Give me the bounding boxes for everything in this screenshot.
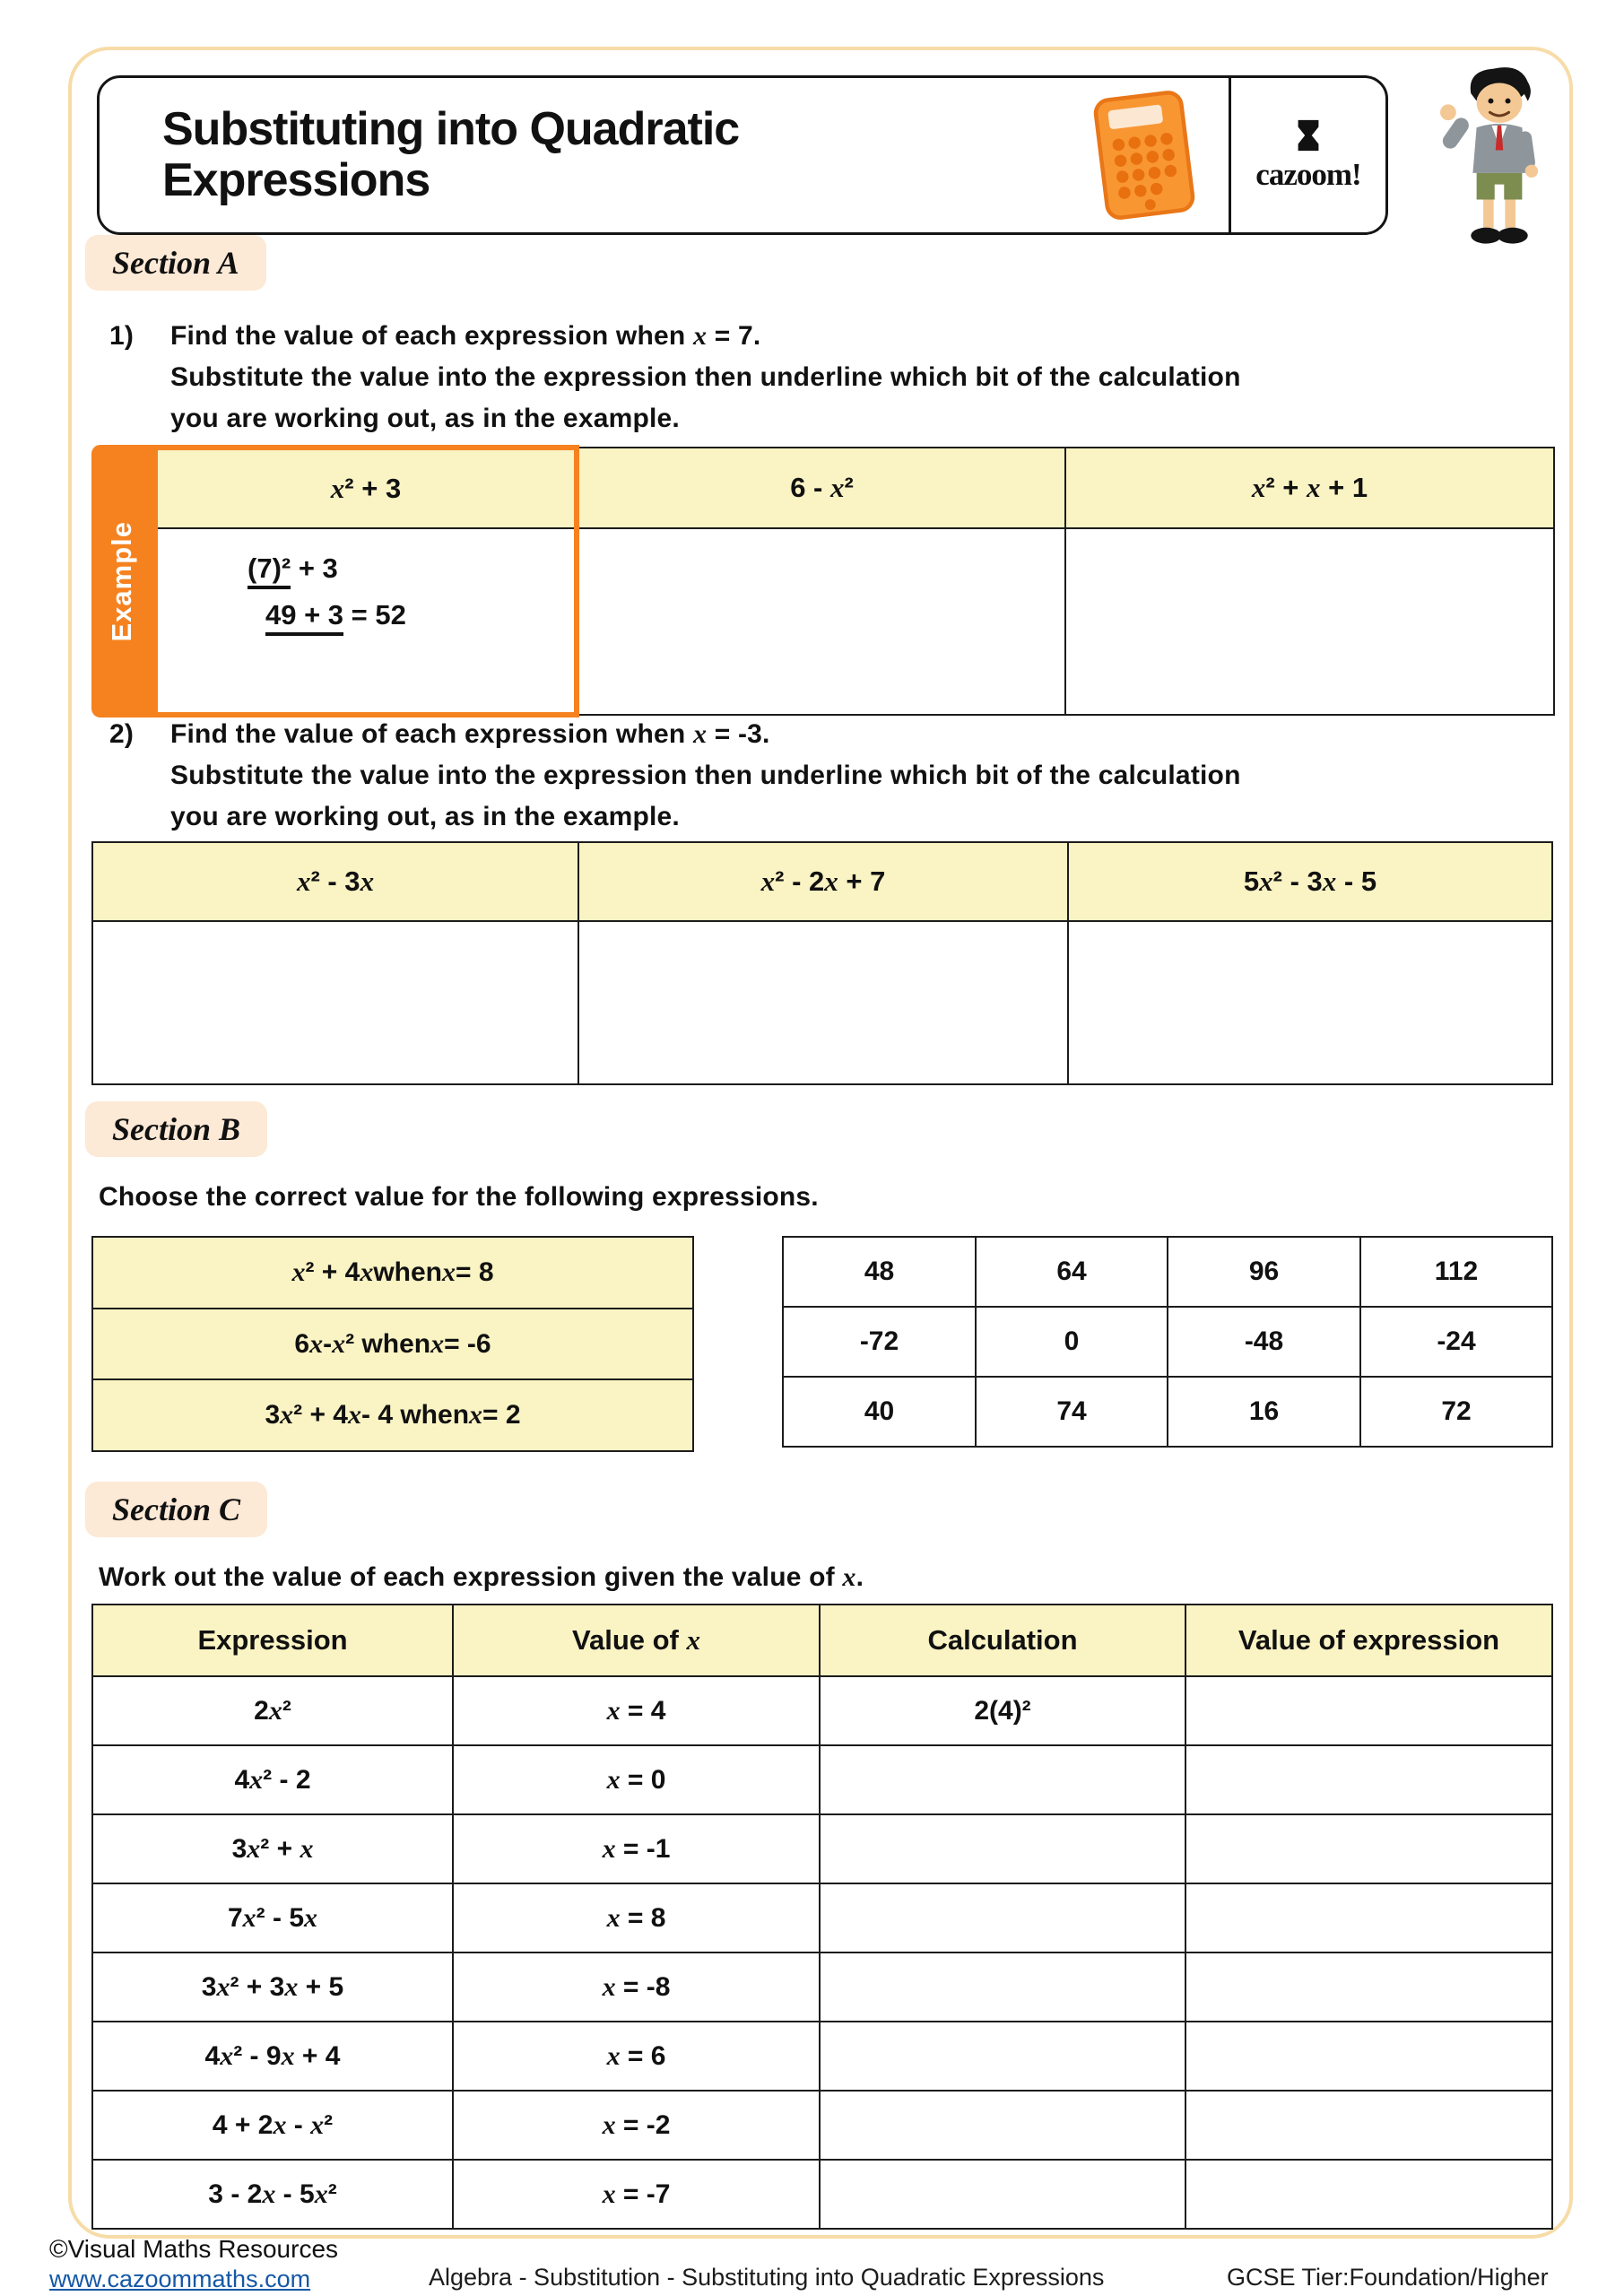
website-link[interactable]: www.cazoommaths.com (49, 2266, 311, 2292)
cazoom-logo (1229, 78, 1385, 232)
calculation-cell (820, 1745, 1185, 1814)
example-underlined-1: (7)² (248, 552, 291, 589)
choice-cell: 112 (1360, 1237, 1552, 1307)
question-2-line-3: you are working out, as in the example. (170, 802, 680, 831)
result-cell (1185, 2091, 1552, 2160)
header (97, 75, 1388, 235)
example-work-cell (155, 528, 577, 715)
expression-cell: 4 + 2x - x² (92, 2091, 453, 2160)
question-1-number: 1) (109, 321, 135, 351)
expression-cell: 3x² + x (92, 1814, 453, 1883)
calculation-cell (820, 2022, 1185, 2091)
calculation-cell (820, 1883, 1185, 1952)
x-value-cell: x = 0 (453, 1745, 820, 1814)
section-c-label: Section C (85, 1482, 267, 1537)
choice-cell: 48 (783, 1237, 976, 1307)
calculation-cell (820, 2160, 1185, 2229)
question-2-line-1: Find the value of each expression when x = -3. (170, 719, 770, 749)
copyright-text: ©Visual Maths Resources (49, 2235, 339, 2263)
x-value-cell: x = -1 (453, 1814, 820, 1883)
q1-answer-cell-3 (1065, 528, 1554, 715)
q1-answer-cell-2 (577, 528, 1065, 715)
question-1-line-3: you are working out, as in the example. (170, 404, 680, 433)
choice-cell: 96 (1168, 1237, 1360, 1307)
c-header-expression: Expression (92, 1605, 453, 1676)
choice-cell: 40 (783, 1377, 976, 1447)
table-row (92, 1814, 1552, 1883)
q2-expression-header-1: x² - 3x (92, 842, 578, 921)
choice-cell: 0 (976, 1307, 1168, 1377)
question-2 (109, 714, 1241, 838)
table-row (92, 1676, 1552, 1745)
q1-expression-header-3: x² + x + 1 (1065, 448, 1554, 528)
question-1-line-2: Substitute the value into the expression then underline which bit of the calculation (170, 362, 1241, 392)
title-line-2: Expressions (162, 154, 430, 206)
boy-mascot-icon (1433, 63, 1566, 253)
expression-box-1: x ² + 4 x when x = 8 (91, 1236, 694, 1309)
result-cell (1185, 1745, 1552, 1814)
q2-answer-cell-1 (92, 921, 578, 1084)
footer-description: Algebra - Substitution - Substituting into Quadratic Expressions (429, 2264, 1105, 2291)
x-value-cell: x = -8 (453, 1952, 820, 2022)
question-1 (109, 316, 1241, 439)
section-b-instruction: Choose the correct value for the following expressions. (99, 1182, 819, 1212)
table-row (92, 1745, 1552, 1814)
question-1-text (170, 316, 1241, 439)
q2-expression-header-3: 5x² - 3x - 5 (1068, 842, 1552, 921)
section-b-expressions (91, 1236, 694, 1452)
section-c-table (91, 1604, 1553, 2230)
expression-cell: 3x² + 3x + 5 (92, 1952, 453, 2022)
table-row (92, 1883, 1552, 1952)
expression-cell: 7x² - 5x (92, 1883, 453, 1952)
choice-cell: -48 (1168, 1307, 1360, 1377)
x-value-cell: x = 6 (453, 2022, 820, 2091)
expression-box-2: 6 x - x ² when x = -6 (91, 1308, 694, 1381)
calculator-icon (1087, 88, 1202, 222)
title-line-1: Substituting into Quadratic (162, 102, 740, 155)
result-cell (1185, 1952, 1552, 2022)
x-value-cell: x = -7 (453, 2160, 820, 2229)
section-c-instruction: Work out the value of each expression given the value of x. (99, 1562, 864, 1592)
result-cell (1185, 1676, 1552, 1745)
calculation-cell (820, 1952, 1185, 2022)
section-b-choice-grid (782, 1236, 1553, 1448)
result-cell (1185, 2022, 1552, 2091)
cazoom-logo-text: cazoom! (1255, 156, 1361, 192)
question-2-line-2: Substitute the value into the expression then underline which bit of the calculation (170, 761, 1241, 790)
result-cell (1185, 2160, 1552, 2229)
calculation-cell (820, 2091, 1185, 2160)
c-header-calculation: Calculation (820, 1605, 1185, 1676)
expression-cell: 3 - 2x - 5x² (92, 2160, 453, 2229)
question-1-table (91, 445, 1555, 718)
choice-cell: 72 (1360, 1377, 1552, 1447)
section-a-label: Section A (85, 235, 266, 291)
result-cell (1185, 1883, 1552, 1952)
choice-cell: 16 (1168, 1377, 1360, 1447)
choice-cell: -24 (1360, 1307, 1552, 1377)
table-row (92, 2160, 1552, 2229)
example-rest-2: = 52 (343, 599, 406, 631)
choice-cell: -72 (783, 1307, 976, 1377)
example-underlined-2: 49 + 3 (265, 599, 343, 636)
question-2-text (170, 714, 1241, 838)
worksheet-title (162, 104, 1087, 206)
question-2-number: 2) (109, 719, 135, 749)
q2-expression-header-2: x² - 2x + 7 (578, 842, 1068, 921)
x-value-cell: x = 4 (453, 1676, 820, 1745)
expression-cell: 4x² - 9x + 4 (92, 2022, 453, 2091)
expression-cell: 2x² (92, 1676, 453, 1745)
x-value-cell: x = -2 (453, 2091, 820, 2160)
footer-tier: GCSE Tier:Foundation/Higher (1227, 2264, 1549, 2291)
q1-expression-header-1: x² + 3 (155, 448, 577, 528)
cazoom-logo-icon (1291, 118, 1325, 152)
calculation-cell (820, 1814, 1185, 1883)
choice-cell: 64 (976, 1237, 1168, 1307)
x-value-cell: x = 8 (453, 1883, 820, 1952)
c-header-value-of-x: Value of x (453, 1605, 820, 1676)
example-work-line-2 (265, 599, 574, 631)
calculation-cell: 2(4)² (820, 1676, 1185, 1745)
expression-box-3: 3 x ² + 4 x - 4 when x = 2 (91, 1378, 694, 1452)
c-header-result: Value of expression (1185, 1605, 1552, 1676)
choice-cell: 74 (976, 1377, 1168, 1447)
result-cell (1185, 1814, 1552, 1883)
question-1-line-1: Find the value of each expression when x = 7. (170, 321, 761, 351)
expression-cell: 4x² - 2 (92, 1745, 453, 1814)
table-row (92, 2091, 1552, 2160)
q2-answer-cell-2 (578, 921, 1068, 1084)
example-work-line-1 (248, 552, 574, 585)
question-2-table (91, 841, 1553, 1085)
section-b-label: Section B (85, 1101, 267, 1157)
q2-answer-cell-3 (1068, 921, 1552, 1084)
table-row (92, 2022, 1552, 2091)
table-row (92, 1952, 1552, 2022)
q1-expression-header-2: 6 - x² (577, 448, 1065, 528)
example-label: Example (91, 445, 152, 718)
example-rest-1: + 3 (291, 552, 338, 584)
